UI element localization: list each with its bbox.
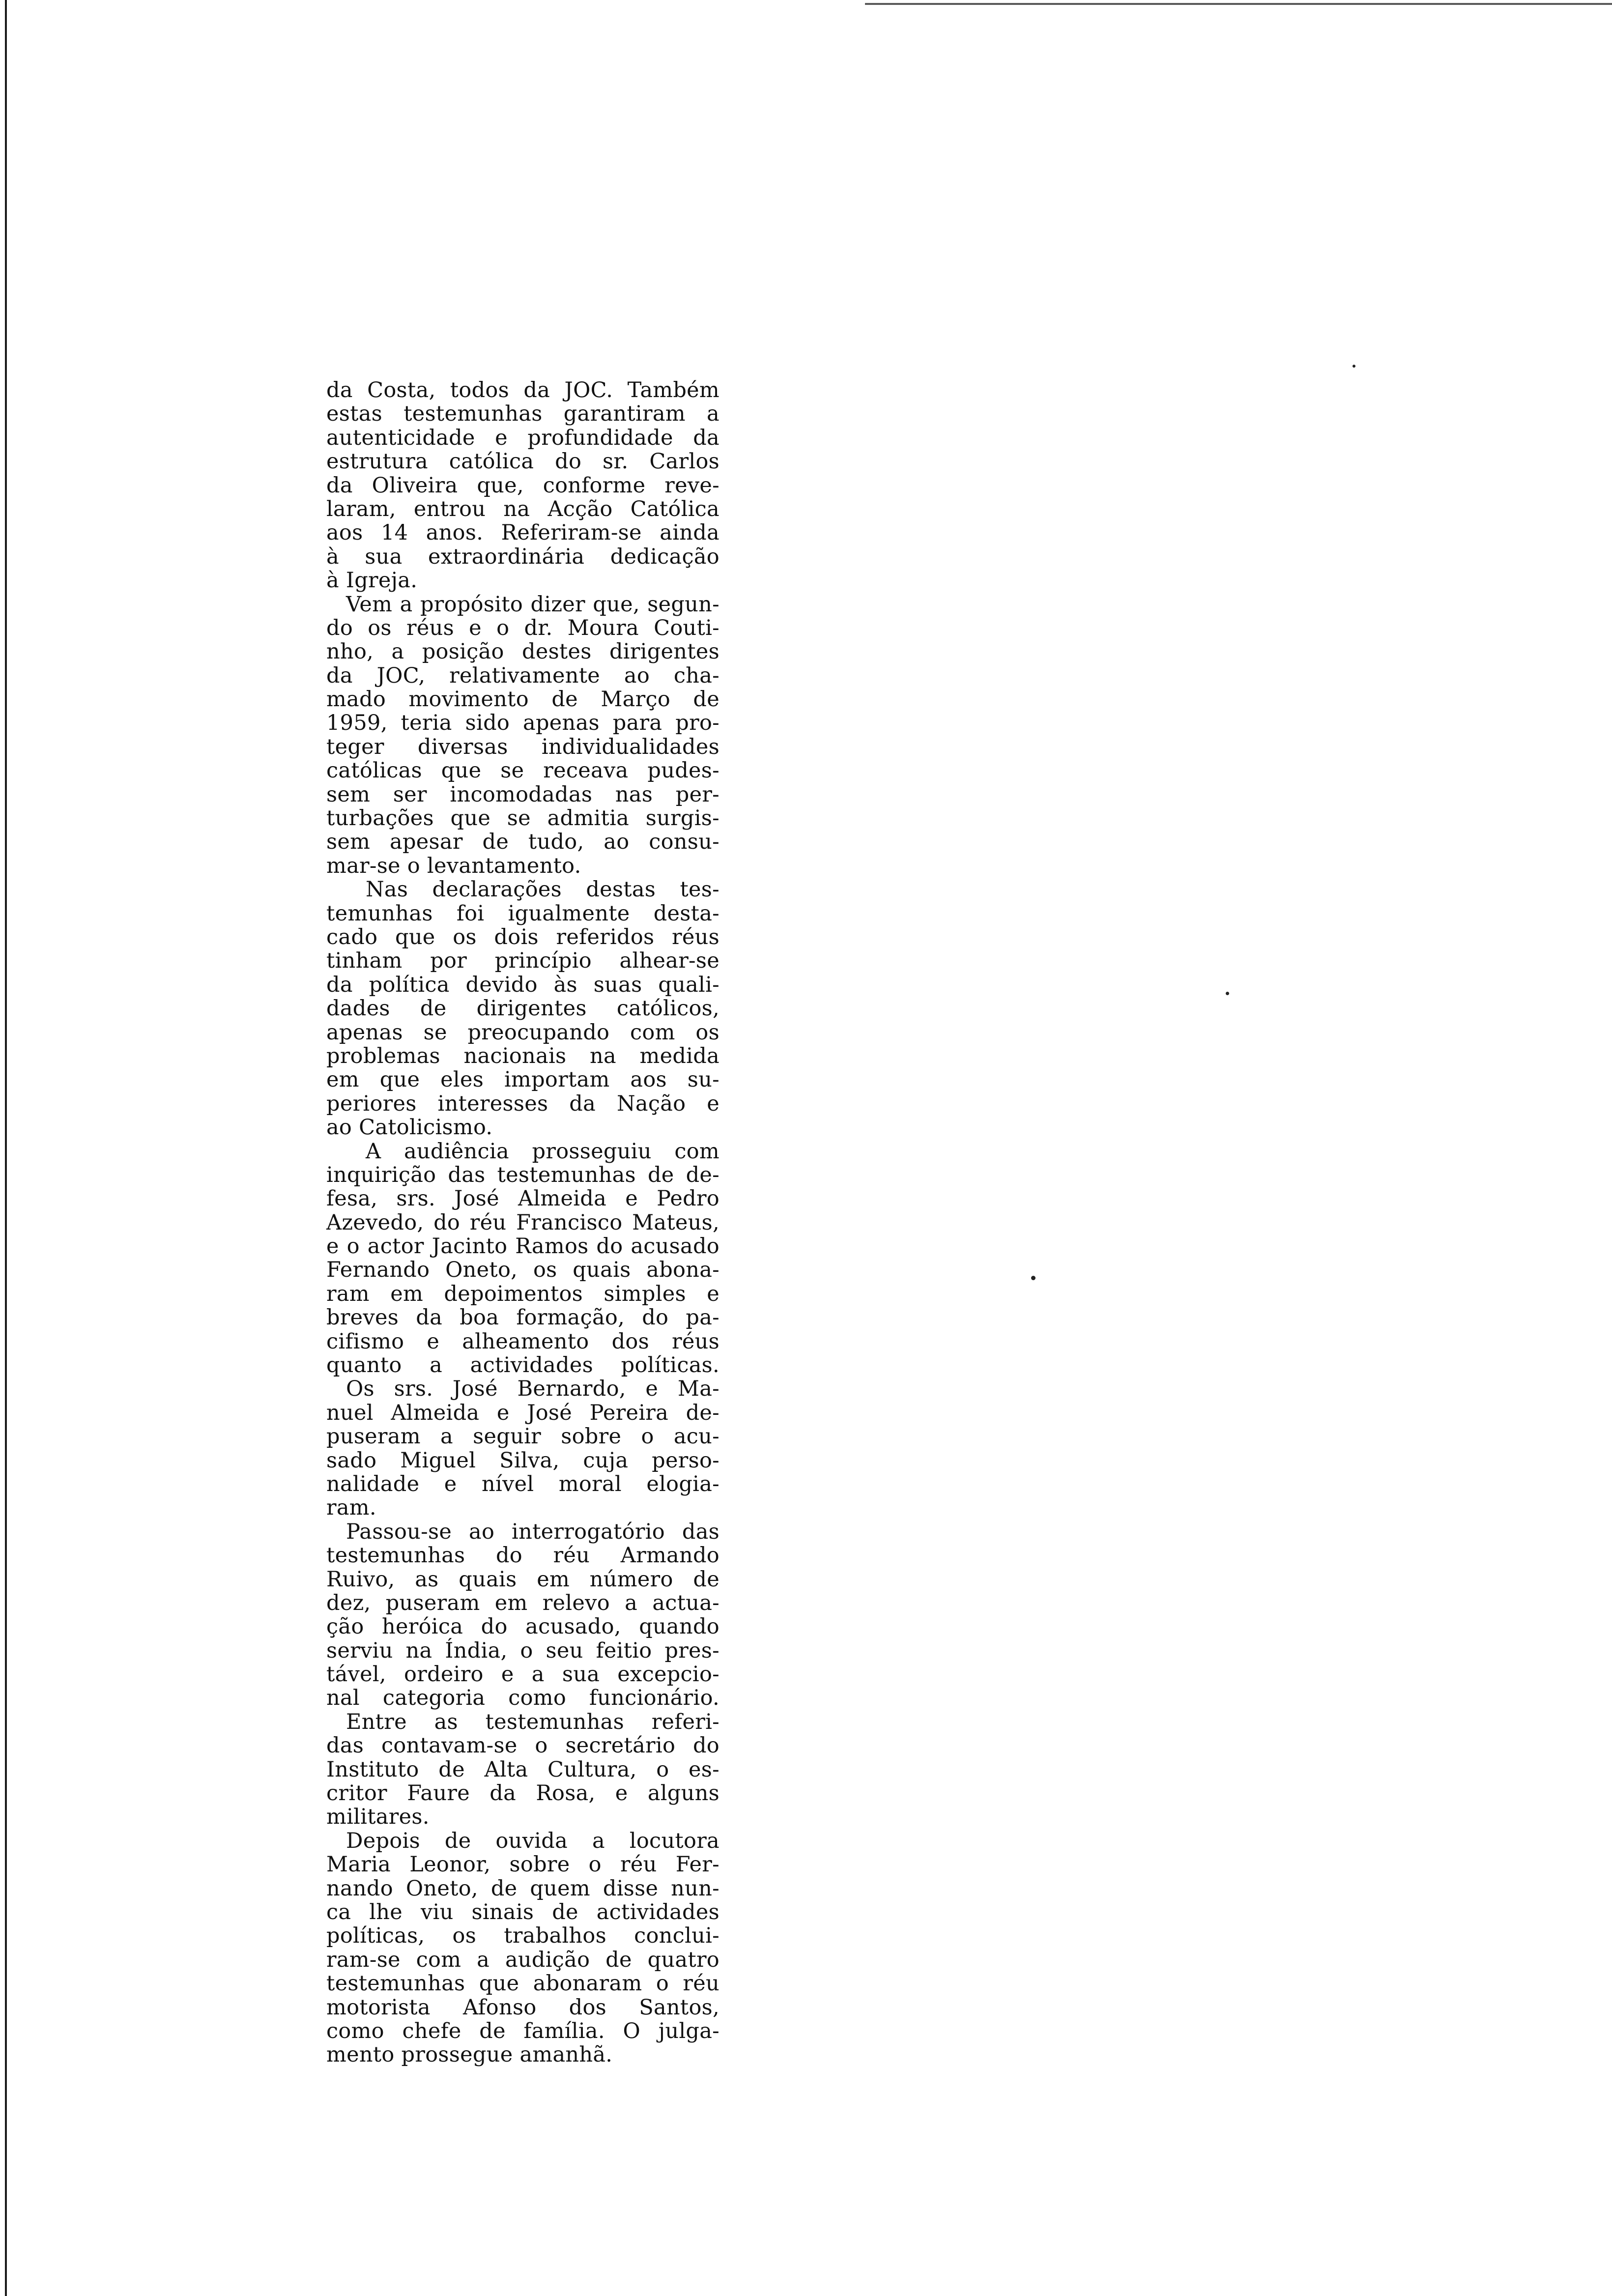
article-line: da JOC, relativamente ao cha- [326,663,720,688]
article-line: sado Miguel Silva, cuja perso- [326,1448,720,1473]
article-line: nho, a posição destes dirigentes [326,639,720,664]
article-line: nalidade e nível moral elogia- [326,1471,720,1496]
article-line: turbações que se admitia surgis- [326,806,720,831]
article-line: Ruivo, as quais em número de [326,1567,720,1592]
article-line: critor Faure da Rosa, e alguns [326,1781,720,1806]
article-line: em que eles importam aos su- [326,1067,720,1092]
article-line: Instituto de Alta Cultura, o es- [326,1757,720,1782]
article-line: mado movimento de Março de [326,687,720,712]
article-line: inquirição das testemunhas de de- [326,1162,720,1187]
article-line: quanto a actividades políticas. [326,1353,720,1378]
article-line: dez, puseram em relevo a actua- [326,1590,720,1615]
article-line: Vem a propósito dizer que, segun- [346,592,720,617]
article-line: tinham por princípio alhear-se [326,948,720,974]
article-line: autenticidade e profundidade da [326,425,720,450]
article-line: laram, entrou na Acção Católica [326,496,720,521]
article-line: das contavam-se o secretário do [326,1733,720,1758]
article-line: ao Catolicismo. [326,1115,493,1140]
article-line: Fernando Oneto, os quais abona- [326,1258,720,1283]
article-line: da política devido às suas quali- [326,972,720,997]
article-line: da Costa, todos da JOC. Também [326,378,720,402]
article-line: Entre as testemunhas referi- [346,1709,720,1734]
article-line: mar-se o levantamento. [326,853,581,878]
article-line: serviu na Índia, o seu feitio pres- [326,1638,720,1663]
article-line: testemunhas que abonaram o réu [326,1971,720,1996]
article-line: ca lhe viu sinais de actividades [326,1900,720,1924]
article-line: Nas declarações destas tes- [366,877,720,902]
article-line: dades de dirigentes católicos, [326,996,720,1021]
article-line: problemas nacionais na medida [326,1043,720,1068]
article-line: fesa, srs. José Almeida e Pedro [326,1186,720,1211]
article-line: cado que os dois referidos réus [326,924,720,949]
article-line: puseram a seguir sobre o acu- [326,1424,720,1449]
scan-speck [1031,1276,1036,1280]
article-line: 1959, teria sido apenas para pro- [326,711,720,736]
article-line: ção heróica do acusado, quando [326,1614,720,1639]
article-text-column [326,378,720,2067]
article-line: militares. [326,1805,430,1830]
article-line: Passou-se ao interrogatório das [346,1519,720,1544]
article-line: estas testemunhas garantiram a [326,402,720,427]
article-line: motorista Afonso dos Santos, [326,1995,720,2020]
article-line: sem ser incomodadas nas per- [326,782,720,807]
article-line: estrutura católica do sr. Carlos [326,449,720,474]
article-line: católicas que se receava pudes- [326,758,720,783]
article-line: à Igreja. [326,568,418,593]
scan-top-edge [865,3,1612,5]
article-line: Depois de ouvida a locutora [346,1828,720,1853]
article-line: como chefe de família. O julga- [326,2018,720,2043]
article-line: aos 14 anos. Referiram-se ainda [326,520,720,545]
article-line: sem apesar de tudo, ao consu- [326,830,720,855]
article-line: e o actor Jacinto Ramos do acusado [326,1234,720,1259]
article-line: apenas se preocupando com os [326,1020,720,1045]
article-line: nando Oneto, de quem disse nun- [326,1876,720,1901]
article-line: políticas, os trabalhos conclui- [326,1923,720,1949]
article-line: ram em depoimentos simples e [326,1281,720,1306]
scan-speck [1226,992,1229,995]
article-line: à sua extraordinária dedicação [326,544,720,569]
article-line: Azevedo, do réu Francisco Mateus, [326,1210,720,1235]
article-line: teger diversas individualidades [326,734,720,759]
article-line: mento prossegue amanhã. [326,2042,613,2067]
article-line: Maria Leonor, sobre o réu Fer- [326,1852,720,1877]
article-line: ram-se com a audição de quatro [326,1947,720,1972]
scan-speck [1353,365,1355,368]
article-line: testemunhas do réu Armando [326,1543,720,1568]
article-line: periores interesses da Nação e [326,1091,720,1116]
article-line: nuel Almeida e José Pereira de- [326,1400,720,1425]
article-line: ram. [326,1495,376,1521]
article-line: A audiência prosseguiu com [366,1139,720,1164]
scan-left-edge [5,0,7,2296]
article-line: breves da boa formação, do pa- [326,1305,720,1330]
article-line: nal categoria como funcionário. [326,1686,720,1711]
article-line: da Oliveira que, conforme reve- [326,473,720,498]
article-line: Os srs. José Bernardo, e Ma- [346,1377,720,1402]
article-line: cifismo e alheamento dos réus [326,1329,720,1354]
article-line: tável, ordeiro e a sua excepcio- [326,1662,720,1687]
article-line: do os réus e o dr. Moura Couti- [326,615,720,640]
article-line: temunhas foi igualmente desta- [326,901,720,926]
